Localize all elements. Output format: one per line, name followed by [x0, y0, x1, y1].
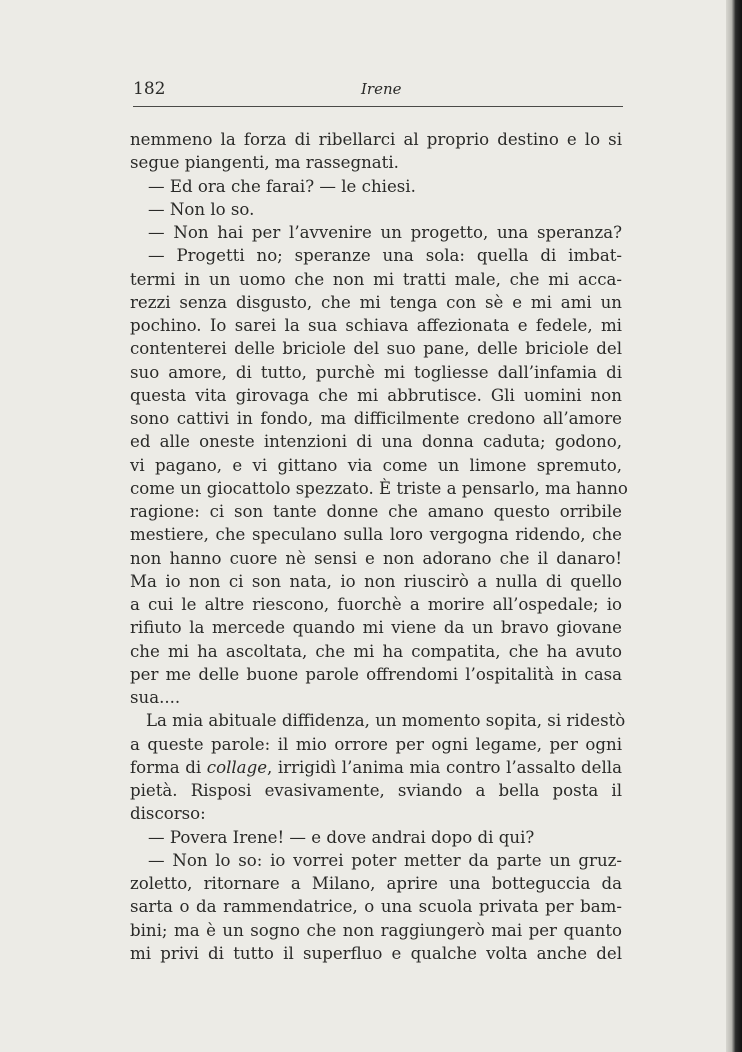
text-line: segue piangenti, ma rassegnati.: [130, 153, 399, 173]
text-line: — Non hai per l’avvenire un progetto, una speranza?: [148, 223, 622, 242]
text-line: [130, 756, 622, 779]
text-line: termi in un uomo che non mi tratti male, che mi acca-: [130, 269, 622, 289]
text-line: a queste parole: il mio orrore per ogni legame, per ogni: [130, 734, 622, 754]
text-line: che mi ha ascoltata, che mi ha compatita, che ha avuto: [130, 641, 622, 661]
text-line: suo amore, di tutto, purchè mi togliesse dall’infamia di: [130, 362, 622, 382]
text-line: mestiere, che speculano sulla loro vergogna ridendo, che: [130, 525, 622, 545]
text-line: pochino. Io sarei la sua schiava affezionata e fedele, mi: [130, 316, 622, 335]
text-line: per me delle buone parole offrendomi l’ospitalità in casa: [130, 664, 622, 684]
text-line: sarta o da rammendatrice, o una scuola privata per bam-: [130, 897, 622, 917]
text-line: — Ed ora che farai? — le chiesi.: [148, 176, 416, 196]
text-segment: forma di: [130, 757, 202, 777]
text-line: a cui le altre riescono, fuorchè a morire all’ospedale; io: [130, 595, 622, 614]
book-spine-shadow: [726, 0, 742, 1052]
page-number: 182: [133, 79, 166, 99]
text-line: rifiuto la mercede quando mi viene da un bravo giovane: [130, 618, 622, 638]
text-line: Ma io non ci son nata, io non riuscirò a nulla di quello: [130, 571, 622, 591]
text-line: rezzi senza disgusto, che mi tenga con sè e mi ami un: [130, 292, 622, 312]
text-line: nemmeno la forza di ribellarci al proprio destino e lo si: [130, 130, 622, 149]
text-line: sua....: [130, 688, 181, 707]
text-line: sono cattivi in fondo, ma difficilmente credono all’amore: [130, 409, 622, 428]
text-line: discorso:: [130, 804, 206, 824]
text-line: pietà. Risposi evasivamente, sviando a bella posta il: [130, 781, 622, 800]
text-line: come un giocattolo spezzato. È triste a pensarlo, ma hanno: [130, 478, 628, 498]
text-line: — Progetti no; speranze una sola: quella di imbat-: [148, 246, 622, 266]
text-line: contenterei delle briciole del suo pane, delle briciole del: [130, 339, 622, 359]
text-line: La mia abituale diffidenza, un momento sopita, si ridestò: [146, 711, 626, 731]
text-line: zoletto, ritornare a Milano, aprire una botteguccia da: [130, 874, 622, 893]
text-line: ragione: ci son tante donne che amano questo orribile: [130, 502, 622, 521]
text-line: — Povera Irene! — e dove andrai dopo di qui?: [148, 827, 535, 847]
italic-term: collage: [206, 757, 268, 777]
text-segment: , irrigidì l’anima mia contro l’assalto della: [267, 757, 622, 777]
text-line: — Non lo so: io vorrei poter metter da parte un gruz-: [148, 850, 622, 870]
text-line: mi privi di tutto il superfluo e qualche volta anche del: [130, 943, 622, 963]
text-line: ed alle oneste intenzioni di una donna caduta; godono,: [130, 432, 622, 452]
running-title: Irene: [361, 80, 402, 98]
text-line: — Non lo so.: [148, 199, 255, 219]
text-line: vi pagano, e vi gittano via come un limone spremuto,: [130, 455, 622, 475]
text-line: questa vita girovaga che mi abbrutisce. Gli uomini non: [130, 385, 622, 405]
page-header: [133, 76, 623, 107]
body-text: [130, 128, 628, 965]
text-line: bini; ma è un sogno che non raggiungerò mai per quanto: [130, 920, 622, 940]
text-line: non hanno cuore nè sensi e non adorano che il danaro!: [130, 548, 622, 568]
